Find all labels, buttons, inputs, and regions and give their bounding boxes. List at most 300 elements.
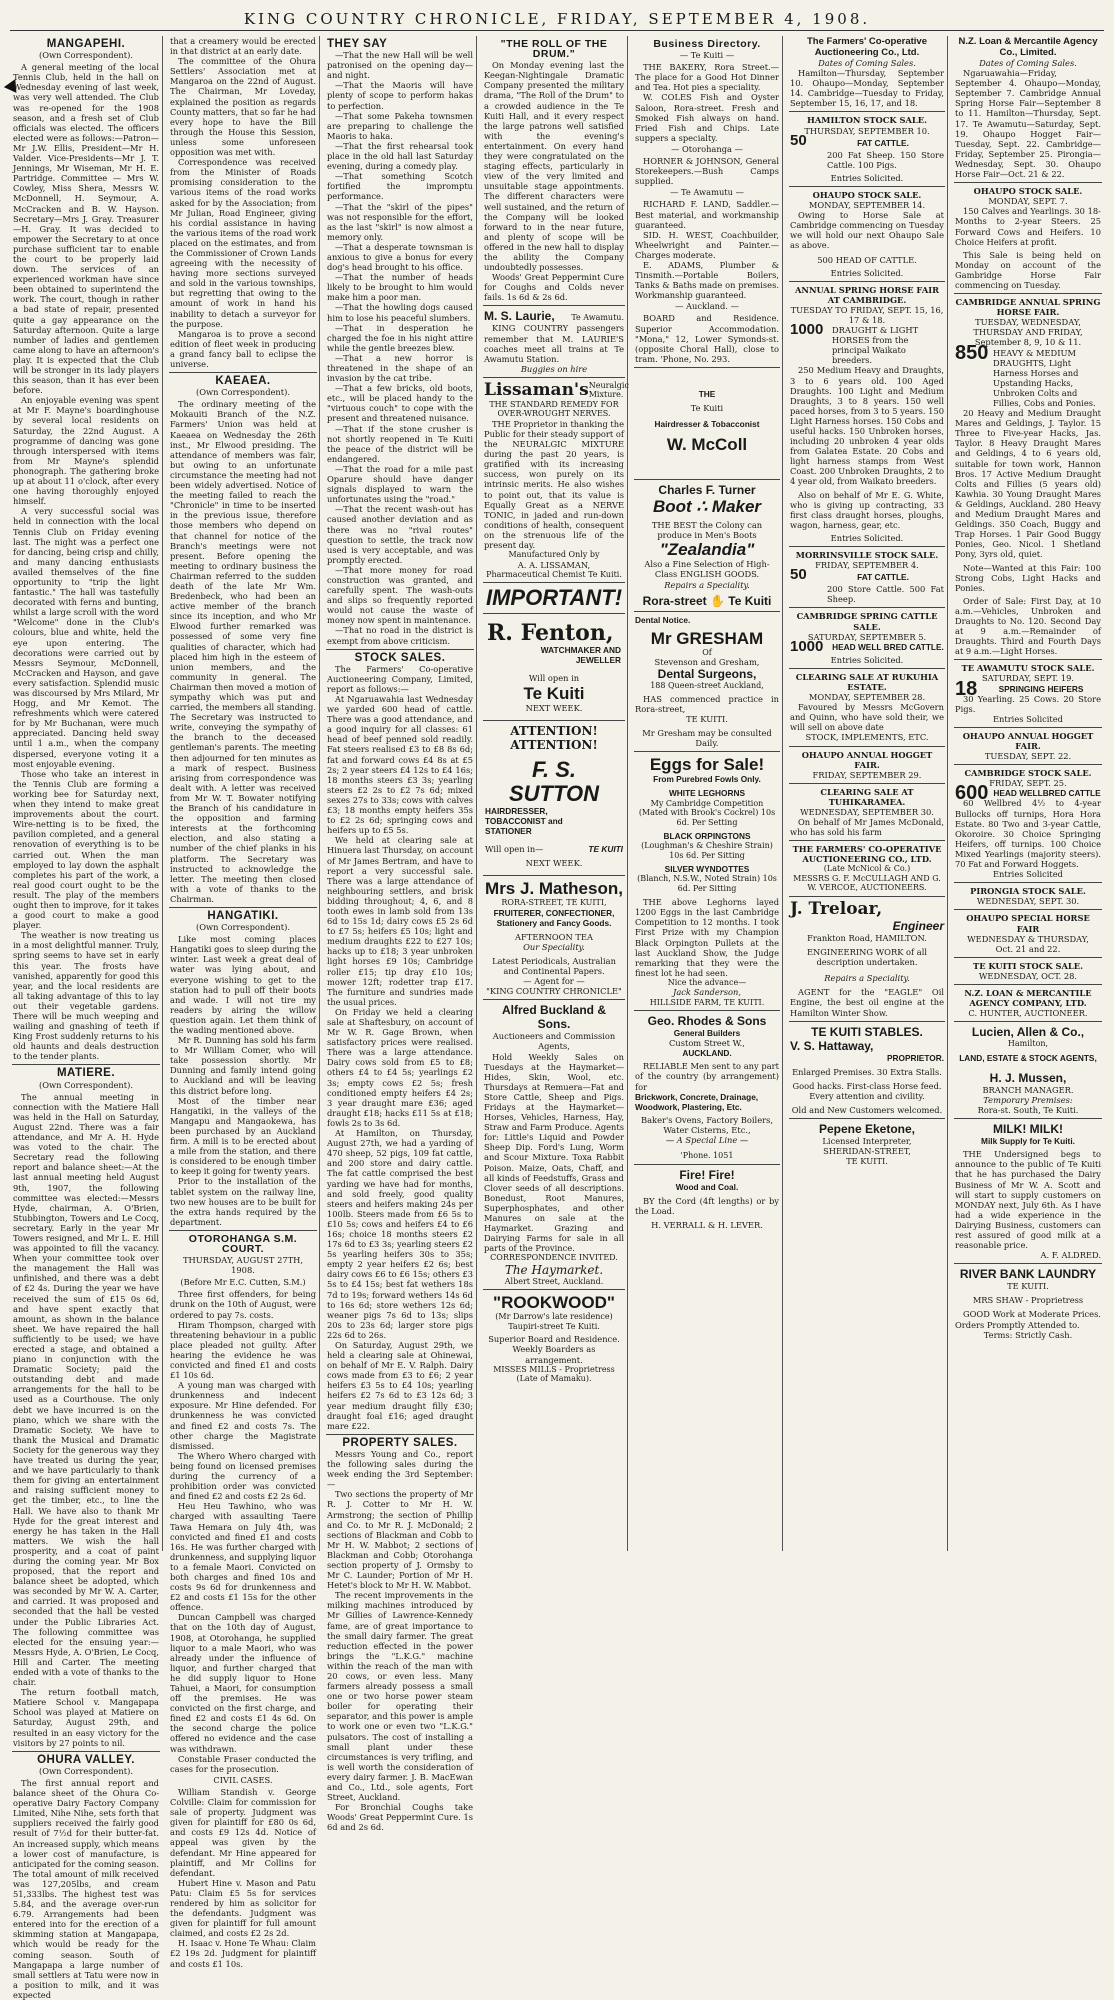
article-paragraph: On Saturday, August 29th, we held a clearing sale at Ohinewai, on behalf of Mr E. V. Ralph. Dairy cows made from £3 to £6; 2 year heifers £3 5s to £4 10s; yearling heifers £2 7s 6d to £3 12s 6d; 3 year medium draught filly £30; draught foal £16; aged draught mare £22.	[327, 1340, 473, 1431]
treloar-addr: Frankton Road, HAMILTON.	[807, 932, 927, 943]
court-magistrate: (Before Mr E.C. Cutten, S.M.)	[180, 1277, 306, 1288]
sale-date: SATURDAY, SEPTEMBER 5.	[807, 631, 927, 642]
divider	[12, 1751, 160, 1752]
divider	[483, 613, 625, 614]
eggs-breed: SILVER WYNDOTTES	[664, 864, 750, 875]
divider	[483, 875, 625, 876]
stables-text: Enlarged Premises. 30 Extra Stalls.	[792, 1066, 942, 1077]
heading-stock-sales: STOCK SALES.	[354, 651, 446, 664]
sale-title: OHAUPO ANNUAL HOGGET FAIR.	[962, 730, 1094, 751]
buckland-text: Hold Weekly Sales on Tuesdays at the Haymarket—Hides, Skin, Wool, etc. Thursdays at Remuera—Fat and Store Cattle, Sheep and Pigs. Fridays at the Haymarket—Horses, Vehicles, Harness, Hay, Straw and Farm Produce. Agents for: Little's Liquid and Powder Sheep Dip. Ford's Lung, Worm and Scour Mixture. Toxa Rabbit Poison. Maize, Oats, Chaff, and all kinds of Feedstuffs, Grass and Clover seeds of all descriptions. Bonedust, Root Manures, Superphosphates, and other Manures on sale at the Haymarket. Grazing and Dairying Farms for sale in all parts of the Province.	[484, 1051, 624, 1254]
lissaman-addr: Pharmaceutical Chemist Te Kuiti.	[486, 569, 622, 579]
divider	[483, 582, 625, 583]
eggs-breed-text: (Loughman's & Cheshire Strain) 10s 6d. Per Sitting	[641, 841, 773, 860]
divider	[789, 607, 945, 608]
article-paragraph: A young man was charged with drunkenness and indecent exposure. Mr Hine defended. For drunkenness he was convicted and fined £2 and costs 7s. The other charge the Magistrate dismissed.	[170, 1380, 316, 1451]
sutton-name: F. S. SUTTON	[508, 756, 600, 806]
sale-text: On behalf of Mr James McDonald, who has sold his farm	[790, 817, 944, 838]
matheson-spec: Our Speciality.	[523, 941, 585, 952]
divider	[169, 907, 317, 908]
they-say-item: —That a new horror is threatened in the shape of an invasion by the cat tribe.	[327, 352, 473, 384]
divider	[954, 293, 1102, 294]
rhodes-ad	[632, 1014, 782, 1161]
divider	[789, 1021, 945, 1022]
divider	[483, 720, 625, 721]
treloar-text: ENGINEERING WORK of all description undertaken.	[806, 947, 927, 968]
fenton-name: R. Fenton,	[487, 620, 614, 647]
lot-text: DRAUGHT & LIGHT HORSES from the principal Waikato breeders.	[832, 325, 919, 366]
divider	[954, 764, 1102, 765]
divider	[169, 1230, 317, 1231]
sale-items: 30 Yearling. 25 Cows. 20 Store Pigs.	[955, 693, 1101, 714]
entries-solicited: Entries Solicited.	[830, 532, 904, 543]
article-paragraph: We held at clearing sale at Hinuera last Thursday, on account of Mr James Bertram, and have to report a very successful sale. There was a large attendance of neighbouring settlers, and brisk bidding throughout; 4, 6, and 8 tooth ewes in lamb sold from 13s 6d to 15s 1d; dairy cows £5 2s 6d to £7 5s; heifers £5 10s; light and medium draughts £22 to £27 10s; hacks up to £18; 3 year unbroken light horses £9 10s; Cambridge roller £15; tip dray £10 10s; mower 12ft; rodetter trap £17. The furniture and sundries made the usual prices.	[327, 835, 473, 1007]
article-paragraph: For Bronchial Coughs take Woods' Great Peppermint Cure. 1s 6d and 2s 6d.	[327, 1802, 473, 1833]
sale-date: MONDAY, SEPT. 7.	[988, 196, 1068, 207]
divider	[634, 611, 780, 612]
turner-text: THE BEST the Colony can produce in Men's Boots	[651, 520, 763, 541]
they-say-item: —That the first rehearsal took place in the old hall last Saturday evening, during a comedy play.	[327, 140, 473, 172]
rookwood-late: (Late of Mamaku).	[516, 1374, 592, 1384]
divider	[954, 882, 1102, 883]
eggs-text: THE above Leghorns layed 1200 Eggs in the last Cambridge Competition to 12 months. I took First Prize with my Champion Black Orpington Pullets at the last Auckland Show, the Judge remarking that they were the finest lot he had seen.	[635, 897, 779, 978]
sale-items: 200 Fat Sheep. 150 Store Cattle. 100 Pigs.	[827, 149, 944, 170]
rookwood-addr: Taupiri-street Te Kuiti.	[508, 1321, 600, 1331]
fenton-ad	[481, 617, 627, 716]
column-1	[10, 36, 163, 2000]
buckland-trade: Auctioneers and Commission Agents,	[492, 1031, 616, 1052]
stables-prop: PROPRIETOR.	[886, 1052, 944, 1063]
stables-text2: Good hacks. First-class Horse feed. Every attention and civility.	[792, 1080, 942, 1101]
fco-agents: MESSRS G. F. McCULLAGH AND G. W. VERCOE, AUCTIONEERS.	[793, 873, 941, 893]
sale-date: FRIDAY, SEPT. 25.	[989, 778, 1067, 789]
lissaman-side: Neuralgic Mixture.	[588, 380, 629, 400]
column-6	[787, 36, 948, 1551]
lot-row	[787, 566, 947, 584]
divider	[954, 1263, 1102, 1264]
rhodes-ovens: Baker's Ovens, Factory Boilers, Water Cisterns, Etc.,	[641, 1114, 773, 1135]
mussen-role: BRANCH MANAGER.	[982, 1084, 1074, 1095]
fire-text: BY the Cord (4ft lengths) or by the Load.	[635, 1195, 779, 1216]
article-paragraph: A general meeting of the local Tennis Club, held in the hall on Wednesday evening of last week, was very well attended. The Club was re-opened for the 1908 season, and a fresh set of Club officials was elected. The officers elected were as follows:—Patron—Mr J.W. Ellis, President—Mr H. Valder. Vice-Presidents—Mr J. T. Jennings, Mr Wiseman, Mr H. E. Partridge. Committee — Mrs W. Cowley, Miss Shera, Messrs W. McDonnell, H. Seymour, A. McCracken and B. W. Hayson. Secretary—Mrs J. Gray. Treasurer—H. Gray. It was decided to empower the Secretary to at once purchase sufficient tar to enable the court to be properly laid down. The services of an experienced workman have since been obtained to superintend the work. The court, though in rather a bad state of repair, presented quite a gay appearance on the Saturday afternoon. Quite a large number of ladies and gentlemen came along to have an afternoon's play. It is expected that the Club will be stronger in its lady players this season, than it has ever been before.	[13, 62, 159, 396]
gresham-name: Mr GRESHAM	[650, 628, 764, 648]
lissaman-name: Lissaman's	[484, 379, 589, 400]
directory-town: — Te Kuiti —	[679, 50, 735, 61]
sale-date: WEDNESDAY, SEPT. 30.	[976, 896, 1080, 907]
fco-late: (Late McNicol & Co.)	[823, 864, 911, 874]
gresham-ad	[632, 615, 782, 749]
rhodes-work: Brickwork, Concrete, Drainage, Woodwork, Plastering, Etc.	[635, 1091, 759, 1112]
lot-number: 850	[955, 341, 989, 364]
gresham-cons: Mr Gresham may be consulted Daily.	[642, 728, 772, 749]
sale-text: Owing to Horse Sale at Cambridge commencing on Tuesday we will hold our next Ohaupo Sale as above.	[790, 210, 944, 251]
heading-roll-of-the-drum: "THE ROLL OF THE DRUM."	[500, 38, 608, 61]
lot-text: SPRINGING HEIFERS	[998, 683, 1084, 694]
article-paragraph: The Whero Whero charged with being found on licensed premises during the currency of a prohibition order was convicted and fined £2 and costs £2 2s 6d.	[170, 1450, 316, 1502]
matheson-latest: Latest Periodicals, Australian and Continental Papers.	[492, 955, 616, 977]
stables-name: V. S. Hattaway,	[790, 1038, 874, 1053]
they-say-item: —That if the stone crusher is not shortly reopened in Te Kuiti the peace of the district will be endangered.	[327, 423, 473, 464]
treloar-agent: AGENT for the "EAGLE" Oil Engine, the best oil engine at the Hamilton Winter Show.	[790, 987, 944, 1018]
turner-brand: "Zealandia"	[659, 540, 755, 560]
article-paragraph: A very successful social was held in connection with the local Tennis Club on Friday evening last. The night was a perfect one for dancing, being crisp and chilly, and many dancing enthusiasts availed themselves of the fine opportunity to "trip the light fantastic." The hall was tastefully decorated with ferns and bunting, whilst a large scroll with the word "Welcome" done in the Club's colours, blue and white, held the eye upon entering. The decorations were carried out by Messrs Seymour, McDonnell, McCracken and Hayson, and gave every satisfaction. Splendid music was discoursed by Mrs Milard, Mr Hogg, and Mr Kemot. The refreshments which were catered for by Mr Buchanan, were much appreciated. Dancing held sway until 1 a.m., when the company dispersed, everyone voting it a most enjoyable evening.	[13, 506, 159, 769]
byline: (Own Correspondent).	[196, 387, 290, 398]
treloar-name: J. Treloar,	[790, 898, 883, 919]
divider	[634, 751, 780, 752]
entries-solicited: Entries Solicited.	[830, 267, 904, 278]
mccoll-place: Te Kuiti	[690, 403, 724, 413]
sale-date: FRIDAY, SEPTEMBER 4.	[815, 560, 919, 571]
article-paragraph: Hubert Hine v. Mason and Patu Patu: Claim £5 5s for services rendered by him as solicitor for the defendants. Judgment was given for plaintiff for full amount claimed, and costs £2 2s 2d.	[170, 1877, 316, 1939]
page-masthead-title: KING COUNTRY CHRONICLE, FRIDAY, SEPTEMBER 4, 1908.	[243, 10, 871, 28]
gresham-place: TE KUITI.	[686, 714, 728, 725]
treloar-trade: Engineer	[892, 918, 944, 933]
nzl-hunter: C. HUNTER, AUCTIONEER.	[968, 1008, 1088, 1019]
entries-solicited: Entries Solicited	[992, 869, 1063, 880]
article-paragraph: An enjoyable evening was spent at Mr F. Mayne's boardinghouse by several local residents on Saturday, the 22nd August. A programme of dancing was gone through interspersed with items from Mr Mayne's splendid phonograph. The gathering broke up at about 11 o'clock, after every one having thoroughly enjoyed himself.	[13, 395, 159, 507]
sale-title: MORRINSVILLE STOCK SALE.	[795, 550, 939, 561]
article-paragraph: At Hamilton, on Thursday, August 27th, we had a yarding of 470 sheep, 52 pigs, 109 fat cattle, and 200 store and dairy cattle. The fat cattle comprised the best yarding we have had for months, and sold freely, good quality steers and heifers making 24s per 100lb. Steers made from £6 5s to £10 5s; cows and heifers £4 to £6 16s; choice 18 months steers £2 17s 6d to £3 3s; yearling steers £2 5s yearling heifers 30s to 35s; empty 2 year heifers £2 6s; best dairy cows £6 to £6 15s; others £3 5s to £4 15s; best fat wethers 18s 7d to 19s; forward wethers 14s 6d to 16s 6d; store wethers 12s 6d; weaner pigs 7s 6d to 13s; slips 20s to 23s 6d; larger store pigs 22s 6d to 26s.	[327, 1128, 473, 1340]
laurie-buggies: Buggies on hire	[520, 363, 588, 374]
directory-entry: THE BAKERY, Rora Street.—The place for a Good Hot Dinner and Tea. Hot pies a speciality.	[635, 62, 779, 93]
byline: (Own Correspondent).	[39, 1765, 133, 1776]
gresham-title: Dental Surgeons,	[657, 667, 757, 682]
sale-date: TUESDAY, WEDNESDAY, THURSDAY AND FRIDAY,	[973, 317, 1083, 338]
nzl-list: Ngaruawahia—Friday, September 4. Ohaupo—Monday, September 7. Cambridge Annual Spring Horse Fair—September 8 to 11. Hamilton—Thursday, Sept. 17. Te Awamutu—Saturday, Sept. 19. Ohaupo Hogget Fair—Tuesday, Sept. 22. Cambridge—Friday, September 25. Pirongia—Wednesday, Sept. 30. Ohaupo Horse Fair—Oct. 21 & 22.	[955, 68, 1101, 180]
article-paragraph: H. Isaac v. Hone Te Whau: Claim £2 19s 2d. Judgment for plaintiff and costs £1 10s.	[170, 1938, 316, 1969]
eketone-trade: Licensed Interpreter,	[822, 1136, 912, 1147]
eggs-note: Nice the advance—	[667, 977, 747, 987]
they-say-item: —That the number of heads likely to be brought to him would make him a poor man.	[327, 272, 473, 303]
article-paragraph: Most of the timber near Hangatiki, in the valleys of the Mangapu and Mangaokewa, has been purchased by an Auckland firm. A mill is to be erected about a mile from the station, and there is considered to be enough timber to keep it going for twenty years.	[170, 1095, 316, 1177]
article-paragraph: Like most coming places Hangatiki goes to sleep during the winter. Last week a great deal of water was lying about, and everyone wishing to get to the station had to pull off their boots and wade. I will not tire my readers by airing the willow question again. Let them think of the wading mentioned above.	[170, 934, 317, 1035]
divider	[789, 840, 945, 841]
fco-dates: Dates of Coming Sales.	[818, 58, 916, 68]
divider	[789, 746, 945, 747]
lot-row	[787, 131, 947, 150]
mussen-name: H. J. Mussen,	[989, 1070, 1067, 1085]
fire-name: H. VERRALL & H. LEVER.	[651, 1219, 763, 1230]
sale-title: OHAUPO SPECIAL HORSE FAIR	[966, 913, 1090, 934]
lucien-place: Hamilton,	[1007, 1039, 1049, 1049]
article-paragraph: that a creamery would be erected in that district at an early date.	[170, 36, 316, 57]
important-banner: IMPORTANT!	[485, 585, 623, 611]
fenton-open: Will open in	[528, 673, 580, 684]
masthead-rule	[10, 30, 1104, 31]
eketone-place: TE KUITI.	[846, 1156, 888, 1167]
divider	[789, 1118, 945, 1119]
rhodes-trade: General Builders	[673, 1028, 741, 1039]
matheson-name: Mrs J. Matheson,	[485, 879, 623, 899]
mccoll-the: THE	[698, 388, 716, 399]
divider	[169, 372, 317, 373]
lot-row	[787, 637, 947, 655]
byline: (Own Correspondent).	[39, 50, 133, 61]
sale-text: Favoured by Messrs McGovern and Quinn, who have sold their, we will sell on above date	[790, 702, 944, 733]
matheson-addr: RORA-STREET, TE KUITI,	[501, 898, 607, 908]
lucien-ad	[952, 1025, 1104, 1115]
eggs-title: Eggs for Sale!	[649, 755, 765, 775]
sale-text: Also on behalf of Mr E. G. White, who is giving up contracting, 33 first class draught horses, ploughs, wagon, harness, gear, etc.	[790, 489, 944, 530]
court-date: THURSDAY, AUGUST 27TH, 1908.	[182, 1255, 304, 1276]
sale-date: September 8, 9, 10 & 11.	[974, 337, 1082, 348]
they-say-item: —That the recent wash-out has caused another deviation and as there was no "rival routes" question to settle, the track now used is very acceptable, and was promptly erected.	[327, 504, 473, 565]
heading-matiere: MATIERE.	[56, 1067, 116, 1080]
divider	[954, 984, 1102, 985]
lot-number: 50	[790, 566, 807, 584]
laurie-ad	[481, 309, 627, 373]
column-3	[324, 36, 477, 1833]
sale-order: Order of Sale: First Day, at 10 a.m.—Vehicles, Unbroken and Draughts to No. 120. Second Day at 9 a.m.—Remainder of Draughts. Third and Fourth Days at 9 a.m.—Light Horses.	[955, 595, 1101, 657]
directory-town: — Otorohanga —	[671, 143, 743, 154]
they-say-item: —That some Pakeha townsmen are preparing to challenge the Maoris to haka.	[327, 110, 473, 141]
heading-property-sales: PROPERTY SALES.	[342, 1436, 458, 1449]
fire-sub: Wood and Coal.	[675, 1181, 739, 1192]
heading-kaeaea: KAEAEA.	[215, 375, 271, 388]
rookwood-sub: (Mr Darrow's late residence)	[495, 1312, 613, 1322]
rhodes-special: — A Special Line —	[665, 1134, 749, 1145]
eggs-breed-text: My Cambridge Competition (Mated with Brook's Cockrel) 10s 6d. Per Setting	[638, 798, 776, 827]
fco-list: Hamilton—Thursday, September 10. Ohaupo—Monday, September 14. Cambridge—Tuesday to Friday, September 15, 16, 17, and 18.	[790, 68, 944, 109]
milk-ad	[952, 1122, 1104, 1260]
sutton-ad	[481, 754, 627, 872]
sale-date: TUESDAY, SEPT. 22.	[984, 751, 1072, 762]
eggs-addr: HILLSIDE FARM, TE KUITI.	[649, 997, 765, 1007]
sale-date: WEDNESDAY, OCT. 28.	[978, 970, 1078, 981]
sale-note: Note—Wanted at this Fair: 100 Strong Cobs, Light Hacks and Ponies.	[955, 562, 1101, 593]
gresham-of: Of	[702, 647, 712, 657]
lot-number: 50	[790, 131, 807, 149]
rhodes-street: Custom Street W.,	[669, 1038, 745, 1049]
rhodes-name: Geo. Rhodes & Sons	[647, 1014, 767, 1029]
article-paragraph: The weather is now treating us in a most delightful manner. Truly, spring seems to have set in early this year. The frosts have vanished, apparently for good this year, and the local residents are all taking advantage of this to lay out their vegetable gardens. There will be much weeping and wailing and gnashing of teeth if King Frost suddenly returns to his old haunts and deals destruction to the tender plants.	[13, 930, 159, 1062]
divider	[483, 999, 625, 1000]
article-paragraph: The committee of the Ohura Settlers' Association met at Mangaroa on the 22nd of August. The Chairman, Mr Loveday, explained the position as regards County matters, that so far he had every hope to have the Bill through the House this Session, unless some unforeseen opposition was met with.	[170, 56, 316, 158]
heading-hangatiki: HANGATIKI.	[207, 909, 279, 922]
sutton-trade: HAIRDRESSER, TOBACCONIST and STATIONER	[485, 805, 563, 836]
they-say-item: —That the Maoris will have plenty of scope to perform hakas to perfection.	[327, 80, 473, 111]
turner-addr: Rora-street ✋ Te Kuiti	[642, 593, 772, 608]
entries-solicited: Entries Solicited.	[830, 172, 904, 183]
column-4	[481, 36, 628, 1551]
article-paragraph: The return football match, Matiere School v. Mangapapa School was played at Matiere on Saturday, August 29th, and resulted in an easy victory for the visitors by 27 points to nil.	[13, 1687, 159, 1748]
sutton-place: TE KUITI	[588, 843, 623, 854]
mccoll-trade: Hairdresser & Tobacconist	[654, 419, 760, 430]
divider	[634, 1164, 780, 1165]
they-say-item: —That the "skirl of the pipes" was not responsible for the effort, as the last "skirl" is now almost a memory only.	[327, 201, 473, 242]
they-say-item: —That no road in the district is exempt from above criticism.	[327, 625, 473, 646]
gresham-firm: Stevenson and Gresham,	[654, 657, 760, 668]
directory-entry: HORNER & JOHNSON, General Storekeepers.—Bush Camps supplied.	[635, 156, 779, 187]
sale-date: THURSDAY, SEPTEMBER 10.	[804, 125, 930, 136]
lot-number: 18	[955, 677, 978, 700]
mccoll-ad	[632, 371, 782, 476]
divider	[483, 377, 625, 378]
masthead	[0, 0, 1114, 32]
sale-title: HAMILTON STOCK SALE.	[807, 115, 927, 126]
directory-entry: W. COLES Fish and Oyster Saloon, Rora-street. Fresh and Smoked Fish always on hand. Fried Fish and Chips. Late suppers a specialty.	[635, 92, 779, 143]
divider	[12, 1064, 160, 1065]
divider	[954, 727, 1102, 728]
article-paragraph: At Ngaruawahia last Wednesday we yarded 600 head of cattle. There was a good attendance, and a good inquiry for all classes: 61 head of beef penned sold readily. Fat steers realised £3 to £8 8s 6d; fat and forward cows £4 8s at £5 2s; 2 year steers £4 12s to £4 16s; 18 months steers £3 3s; yearling steers £2 2s to £2 7s 6d; mixed sexes 27s to 33s; cows with calves £3; 18 months empty heifers 35s to £2 2s 6d; springing cows and heifers up to £5 5s.	[327, 694, 473, 836]
laundry-terms: Terms: Strictly Cash.	[983, 1329, 1073, 1340]
lot-text: FAT CATTLE.	[857, 137, 909, 148]
lot-text: HEAVY & MEDIUM DRAUGHTS, Light Harness Horses and Upstanding Hacks, Unbroken Colts and Fillies, Cobs and Ponies.	[993, 347, 1096, 408]
turner-goods: Also a Fine Selection of High-Class ENGLISH GOODS.	[644, 559, 770, 580]
they-say-item: —That a few bricks, old boots, etc., will be placed handy to the "virtuous couch" to cope with the present and threatened nuisance.	[327, 383, 473, 424]
divider	[789, 668, 945, 669]
sale-title: CAMBRIDGE ANNUAL SPRING HORSE FAIR.	[955, 297, 1101, 318]
laundry-ad	[952, 1267, 1104, 1339]
eggs-sub: From Purebred Fowls Only.	[653, 774, 761, 785]
they-say-list	[324, 50, 476, 646]
article-paragraph: The ordinary meeting of the Mokauiti Branch of the N.Z. Farmers' Union was held at Kaeaea on Wednesday the 26th inst., Mr Elwood presiding. The attendance of members was fair, but owing to an unfortunate circumstance the meeting had not been widely advertised. Notice of the meeting failed to reach the "Chronicle" in time to be inserted in the previous issue, therefore those members who depend on that channel for notice of the Branch's meetings were not present. Before opening the meeting to ordinary business the Chairman referred to the sudden death of the late Mr Wm. Bredenbeck, who had been an active member of the branch since its inception, and who Mr Elwood further remarked was possessed of some very fine qualities of character, which had placed him high in the esteem of union members, and the community in general. The Chairman then moved a motion of sympathy which was put and carried, the members all standing. The Secretary was instructed to write, conveying the sympathy of the branch to the deceased gentleman's parents. The meeting then adjourned for ten minutes as a mark of respect. Business arising from correspondence was dealt with. A letter was received from Mr W. T. Bowater notifying the Branch of his candidature in the opposition and farming interests at the forthcoming election, and also stating a number of the chief planks in his platform. The Secretary was instructed to acknowledge the letter. The meeting then closed with a vote of thanks to the Chairman.	[170, 399, 316, 904]
divider	[789, 186, 945, 187]
eggs-name: Jack Sanderson,	[673, 987, 741, 998]
article-paragraph: Hiram Thompson, charged with threatening behaviour in a public place pleaded not guilty. After hearing the evidence he was convicted and fined £1 and costs £1 10s 6d.	[170, 1319, 316, 1381]
fenton-place: Te Kuiti	[523, 683, 585, 703]
divider	[326, 649, 474, 650]
sale-date: WEDNESDAY, SEPTEMBER 30.	[800, 807, 934, 817]
article-paragraph: William Standish v. George Colville: Claim for commission for sale of property. Judgment was given for plaintiff for £80 0s 6d, and costs £9 12s 4d. Notice of appeal was given by the defendant. Mr Hine appeared for plaintiff, and Mr Collins for defendant.	[170, 1786, 316, 1878]
treloar-rep: Repairs a Speciality.	[824, 973, 910, 984]
article-paragraph: The recent improvements in the milking machines introduced by Mr Gillies of Lawrence-Kennedy fame, are of great importance to the small dairy farmer. The great reduction effected in the power brings the "L.K.G." machine within the reach of the man with 20 cows, or even less. Many farmers already possess a small one or two horse power steam boiler for operating their separator, and this power is ample to work one or even two "L.K.G." pulsators. The cost of installing a small plant under these circumstances is very trifling, and is well worth the consideration of every dairy farmer. J. B. MacEwan and Co., Ltd., sole agents, Fort Street, Auckland.	[327, 1590, 473, 1803]
buckland-ad	[481, 1003, 627, 1286]
laurie-place: Te Awamutu.	[571, 313, 624, 323]
milk-text: THE Undersigned begs to announce to the public of Te Kuiti that he has purchased the Dairy Business of Mr W. A. Scott and will start to supply customers on MONDAY next, July 6th. As I have had a wide experience in the Dairying Business, customers can rest assured of good milk at a reasonable price.	[955, 1149, 1101, 1251]
mccoll-name: W. McColl	[666, 435, 748, 455]
article-paragraph: Prior to the installation of the tablet system on the railway line, two new houses are to be built for the extra hands required by the department.	[170, 1176, 316, 1227]
sale-items: 20 Heavy and Medium Draught Mares and Geldings, J. Taylor. 15 Three to Five-year Hacks, Jas. Taylor. 8 Heavy Draught Mares and Geldings, 4 to 6 years old, suitable for town work, Hannon Bros. 17 Active Medium Draught Colts and Fillies (5 years old) Kawhia. 30 Young Draught Mares & Geldings, Auckland. 280 Heavy and Medium Draught Mares and Geldings. 350 Coach, Buggy and Trap Horses. 1 Pair Good Buggy Ponies, Geo. Nicol. 1 Shetland Pony, 3yrs old, quiet.	[955, 408, 1101, 560]
buckland-corr: CORRESPONDENCE INVITED.	[490, 1253, 618, 1263]
directory-entry: RICHARD F. LAND, Saddler.—Best material, and workmanship guaranteed.	[635, 199, 779, 230]
sale-date: WEDNESDAY & THURSDAY,	[967, 933, 1089, 944]
fire-ad	[632, 1168, 782, 1230]
eggs-breed-text: (Blanch, N.S.W., Noted Strain) 10s 6d. Per Sitting	[637, 874, 777, 893]
milk-name: A. F. ALDRED.	[1040, 1250, 1101, 1261]
eketone-name: Pepene Eketone,	[818, 1122, 916, 1137]
attention-banner: ATTENTION! ATTENTION!	[510, 723, 598, 752]
turner-ad	[632, 483, 782, 607]
lissaman-by: A. A. LISSAMAN,	[517, 559, 591, 570]
entries-solicited: Entries Solicited.	[830, 654, 904, 665]
heading-otorohanga-court: OTOROHANGA S.M. COURT.	[188, 1232, 298, 1255]
rookwood-name: "ROOKWOOD"	[493, 1293, 615, 1313]
they-say-item: —That the new Hall will be well patronised on the opening day—and night.	[327, 50, 473, 81]
sale-title: CLEARING SALE AT TUHIKARAMEA.	[820, 786, 914, 807]
fire-title: Fire! Fire!	[679, 1167, 735, 1182]
stables-ad	[787, 1025, 947, 1115]
article-paragraph: Mangaroa is to prove a second edition of fleet week in producing a grand fancy ball to eclipse the universe.	[170, 328, 316, 369]
divider	[634, 479, 780, 480]
sale-items: STOCK, IMPLEMENTS, ETC.	[805, 732, 929, 743]
fco-title: The Farmers' Co-operative Auctioneering Co., Ltd.	[807, 36, 927, 58]
divider	[634, 1010, 780, 1011]
divider	[483, 305, 625, 306]
sale-items: 250 Medium Heavy and Draughts, 3 to 6 years old. 100 Aged Draughts. 100 Light and Medium Draughts, 3 to 8 years. 150 well paced horses, from 3 to 5 years. 150 Light Harness horses. 150 Cobs and useful hacks. 150 Unbroken horses, including 20 unbroken 4 year olds from Galatea Estate. 20 Cobs and light harness stamps from West Coast. 200 Unbroken Draughts, 2 to 4 year old, from Waikato breeders.	[790, 365, 944, 487]
sale-title: TE KUITI STOCK SALE.	[973, 960, 1083, 971]
eggs-breed: WHITE LEGHORNS	[668, 788, 746, 799]
column-2	[167, 36, 320, 1969]
article-paragraph: On Friday we held a clearing sale at Shaftesbury, on account of Mr W. R. Gage Brown, when satisfactory prices were realised. There was a large attendance. Dairy cows sold from £5 to £8; others £4 to £4 5s; yearlings £2 3s; empty cows £2 5s; fresh conditioned empty heifers £4 2s; 3 year draught mare £36; aged draught £18; hacks £11 5s at £18; fowls 2s to 3s 6d.	[327, 1006, 473, 1128]
directory-entry: SID. H. WEST, Coachbuilder, Wheelwright and Painter.—Charges moderate.	[635, 229, 779, 260]
divider	[954, 1118, 1102, 1119]
lucien-name: Lucien, Allen & Co.,	[971, 1025, 1085, 1040]
eketone-street: SHERIDAN-STREET,	[823, 1146, 911, 1157]
rhodes-phone: 'Phone. 1051	[680, 1151, 734, 1161]
laurie-name: M. S. Laurie,	[484, 309, 555, 324]
divider	[326, 1434, 474, 1435]
sale-date: Oct. 21 and 22.	[995, 943, 1061, 954]
sale-items: 200 Store Cattle. 500 Fat Sheep.	[827, 584, 944, 605]
laundry-place: TE KUITI.	[1007, 1281, 1049, 1292]
sale-date: MONDAY, SEPTEMBER 28.	[808, 692, 926, 703]
divider	[954, 957, 1102, 958]
article-paragraph: Correspondence was received from the Minister of Roads promising consideration to the various items of the road works asked for by the Association; from Mr Julian, Road Engineer, giving his cordial assistance in having the various items of the road work placed on the estimates, and from the Commissioner of Crown Lands agreeing with the necessity of having more sections surveyed and sold in the various townships, but regretting that owing to the amount of work in hand his inability to detach a surveyor for the purpose.	[170, 157, 316, 329]
matheson-trade: FRUITERER, CONFECTIONER, Stationery and Fancy Goods.	[493, 907, 615, 928]
nzl-dates: Dates of Coming Sales.	[979, 58, 1077, 68]
sale-title: OHAUPO STOCK SALE.	[812, 189, 922, 200]
sale-title: OHAUPO ANNUAL HOGGET FAIR.	[801, 749, 933, 770]
lot-text: HEAD WELL BRED CATTLE.	[832, 641, 944, 652]
sale-date: FRIDAY, SEPTEMBER 29.	[812, 769, 922, 780]
woods-ad: Woods' Great Peppermint Cure for Coughs and Colds never fails. 1s 6d & 2s 6d.	[484, 272, 624, 303]
divider	[789, 281, 945, 282]
sale-date: MONDAY, SEPTEMBER 14.	[808, 200, 926, 211]
sale-title: CLEARING SALE AT RUKUHIA ESTATE.	[795, 671, 939, 692]
divider	[634, 367, 780, 368]
article-paragraph: Two sections the property of Mr R. J. Cotter to Mr H. W. Armstrong; the section of Phillip and Co. to Mr R. J. McDonald; 2 sections of Blackman and Cobb to Mr H. W. Mabbot; 2 sections of Blackman and Cobb; Otorohanga section property of J. Ormsby to Mr C. Launder; Portion of Mr H. Hetet's block to Mr H. W. Mabbot.	[327, 1489, 473, 1591]
divider	[789, 896, 945, 897]
matheson-tea: AFTERNOON TEA	[515, 931, 593, 942]
rookwood-prop: MISSES MILLS - Proprietress	[493, 1364, 615, 1374]
rookwood-text: Superior Board and Residence. Weekly Boarders as arrangement.	[488, 1334, 620, 1365]
article-paragraph: On Monday evening last the Keegan-Nightingale Dramatic Company presented the military drama, "The Roll of the Drum" to a crowded audience in the Te Kuiti Hall, and it every respect the large patrons well satisfied with the evening's entertainment. On every hand they were congratulated on the staging effects, particularly in view of the very limited and unsuitable stage appointments. The different characters were well sustained, and the return of the Company will be looked forward to in the near future, and plenty of scope will be offered in the new hall to display the ability the Company undoubtedly possesses.	[484, 60, 624, 273]
article-paragraph: The annual meeting in connection with the Matiere Hall was held in the Hall on Saturday, August 22nd. There was a fair attendance, and Mr A. H. Hyde was voted to the chair. The Secretary read the following report and balance sheet:—At the last annual meeting held August 9th, 1907, the following committee was elected:—Messrs Hyde, chairman, A. O'Brien, Stubbington, Towers and Le Cocq, secretary. Early in the year Mr Towers resigned, and Mr L. E. Hill was appointed to fill the vacancy. When your committee took over the management the Hall was unfinished, and there was a debt of £2 4s. During the year we have received the sum of £15 0s 6d, and have spent exactly that amount, as shown in the balance sheet. We have repaired the hall sufficiently to be used; we have erected a stage, and obtained a piano in conjunction with the Dramatic Society; paid the outstanding debt and made arrangements for the hall to be used as a Courthouse. The only debt we have incurred is on the piano, which we share with the Dramatic Society. We have to thank the Musical and Dramatic Society for the generous way they have treated us during the year, and we have particularly to thank them for giving an entertainment and raising sufficient money to get the timber, etc., to line the Hall. We have also to thank Mr Hyde for the great interest and energy he has taken in the Hall matters. We wish the hall prosperity, and a coat of paint during the coming year. Mr Box proposed, that the report and balance sheet be adopted, which was seconded by Mr W. A. Carter, and carried. It was proposed and seconded that the hall be vested under the Public Libraries Act. The following committee was elected for the ensuing year:—Messrs Hyde, A. O'Brien, Le Cocq, Hill and Carter. The meeting ended with a vote of thanks to the chair.	[13, 1091, 159, 1688]
directory-town: — Auckland. —	[675, 301, 739, 312]
stables-text3: Old and New Customers welcomed.	[791, 1105, 943, 1115]
sale-title: ANNUAL SPRING HORSE FAIR AT CAMBRIDGE.	[794, 284, 940, 305]
gresham-addr: 188 Queen-street Auckland,	[650, 681, 764, 691]
lissaman-text: THE Proprietor in thanking the Public for their steady support of the NEURALGIC MIXTURE during the past 20 years, is gratified with its increasing success, won purely on its intrinsic merits. He also wishes to point out, that its value is Equally Great as a NERVE TONIC, in jaded and run-down conditions of health, consequent on the strenuous life of the present day.	[484, 418, 624, 551]
they-say-item: —That the road for a mile past Oparure should have danger signals displayed to warn the unfortunates using the "road."	[327, 463, 473, 505]
civil-cases-heading: CIVIL CASES.	[213, 1774, 273, 1785]
mussen-premises: Temporary Premises:	[983, 1094, 1073, 1105]
column-5	[632, 36, 783, 1551]
divider	[954, 182, 1102, 183]
laurie-text: KING COUNTRY passengers remember that M. LAURIE'S coaches meet all trains at Te Awamutu Station.	[484, 323, 624, 364]
matheson-ad	[481, 879, 627, 996]
laundry-prop: MRS SHAW - Proprietress	[972, 1295, 1084, 1306]
sale-date: SATURDAY, SEPT. 19.	[981, 673, 1075, 684]
eggs-ad	[632, 755, 782, 1007]
divider	[483, 1289, 625, 1290]
heading-they-say: THEY SAY	[327, 38, 388, 50]
directory-entry: E. ADAMS, Plumber & Tinsmith.—Portable Boilers, Tanks & Baths made on premises. Workmanship guaranteed.	[635, 259, 779, 301]
directory-town: — Te Awamutu —	[670, 187, 744, 198]
sale-items: 150 Calves and Yearlings. 30 18-Months to 2-year Steers. 25 Forward Cows and Heifers. 10 Choice Heifers at profit.	[955, 206, 1101, 247]
rookwood-ad	[481, 1293, 627, 1383]
they-say-item: —That a desperate townsman is anxious to give a bonus for every dog's head brought to his office.	[327, 241, 473, 273]
eketone-ad	[787, 1122, 947, 1166]
article-paragraph: Those who take an interest in the Tennis Club are forming a working bee for Saturday next, when they intend to make great improvements about the court. Wire-netting is to be fixed, the pavilion completed, and a general renovation of everything is to be carried out. When the man employed to lay down the asphalt completes his part of the work, a real good court ought to be the result. The play of the members ought then to improve, for it takes a good court to make a good player.	[13, 768, 159, 931]
entries-solicited: Entries Solicited	[992, 713, 1063, 724]
divider	[954, 1021, 1102, 1022]
sale-title: OHAUPO STOCK SALE.	[973, 186, 1083, 197]
buckland-addr: Albert Street, Auckland.	[504, 1276, 604, 1286]
heading-business-directory: Business Directory.	[653, 38, 761, 50]
divider	[789, 111, 945, 112]
